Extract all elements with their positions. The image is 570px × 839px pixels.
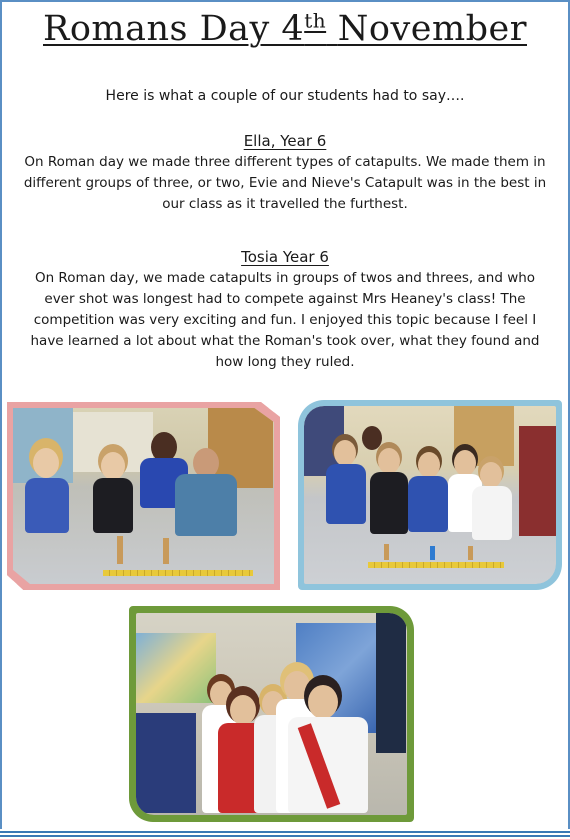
photo-scene [13,408,274,584]
intro-text: Here is what a couple of our students had to say…. [105,88,465,104]
title-main: Romans Day 4 [43,9,305,49]
photo-scene [304,406,556,584]
bottom-divider [0,829,570,839]
student-quote-tosia [18,247,552,373]
page-title [0,6,570,52]
quote-text: On Roman day, we made catapults in groups of twos and threes, and who ever shot was longest had to compete against Mrs Heaney's class! The competition was very exciting and fun. I enjoyed this topic because I feel I have learned a lot about what the Roman's took over, what they found and how long they ruled. [30,270,540,370]
photo-scene [136,613,407,815]
title-ordinal: th [304,8,327,33]
quote-heading: Tosia Year 6 [241,248,329,266]
roman-costume-teachers-photo [129,606,414,822]
student-quote-ella [18,131,552,215]
quote-heading: Ella, Year 6 [243,132,327,150]
catapult-group-photo-1 [7,402,280,590]
title-month: November [337,9,527,49]
quote-text: On Roman day we made three different types of catapults. We made them in different groups of three, or two, Evie and Nieve's Catapult was in the best in our class as it travelled the furthest. [23,154,547,212]
catapult-group-photo-2 [298,400,562,590]
